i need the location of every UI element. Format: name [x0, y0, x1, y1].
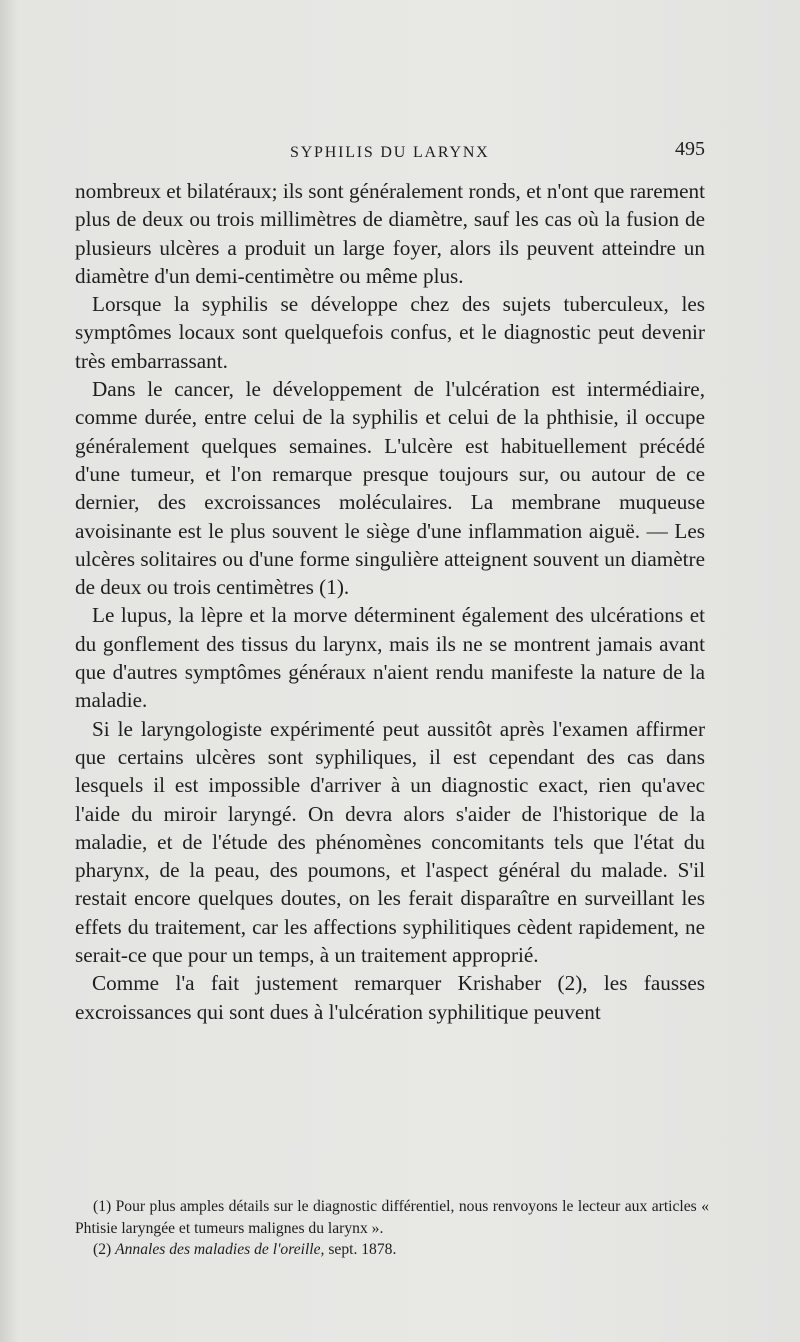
footnote-2-journal: Annales des maladies de l'oreille, — [115, 1241, 325, 1258]
footnote-2-date: sept. 1878. — [328, 1241, 397, 1258]
paragraph-krishaber: Comme l'a fait justement remarquer Krishaber (2), les fausses excroissances qui sont dues à l'ulcération syphilitique peuvent — [75, 971, 705, 1024]
footnote-2 — [75, 1239, 709, 1261]
paragraph-diagnosis: Si le laryngologiste expérimenté peut aussitôt après l'examen affirmer que certains ulcères sont syphiliques, il est cependant des cas dans lesquels il est impossible d'arriver à un diagnostic exact, rien qu'avec l'aide du miroir laryngé. On devra alors s'aider de l'historique de la maladie, et de l'étude des phénomènes concomitants tels que l'état du pharynx, de la peau, des poumons, et l'aspect général du malade. S'il restait encore quelques doutes, on les ferait disparaître en surveillant les effets du traitement, car les affections syphilitiques cèdent rapidement, ne serait-ce que pour un temps, à un traitement approprié. — [75, 716, 705, 968]
footnote-2-marker: (2) — [93, 1241, 112, 1258]
footnote-1: (1) Pour plus amples détails sur le diagnostic différentiel, nous renvoyons le lecteur aux articles « Phtisie laryngée et tumeurs malignes du larynx ». — [75, 1198, 709, 1237]
paragraph-cancer: Dans le cancer, le développement de l'ulcération est intermédiaire, comme durée, entre celui de la syphilis et celui de la phthisie, il occupe généralement quelques semaines. L'ulcère est habituellement précédé d'une tumeur, et l'on remarque presque toujours sur, ou autour de ce dernier, des excroissances moléculaires. La membrane muqueuse avoisinante est le plus souvent le siège d'une inflammation aiguë. — Les ulcères solitaires ou d'une forme singulière atteignent souvent un diamètre de deux ou trois centimètres (1). — [75, 377, 705, 600]
body-text — [75, 177, 705, 1026]
paragraph-continued: nombreux et bilatéraux; ils sont généralement ronds, et n'ont que rarement plus de deux ou trois millimètres de diamètre, sauf les cas où la fusion de plusieurs ulcères a produit un large foyer, alors ils peuvent atteindre un diamètre d'un demi-centimètre ou même plus. — [75, 179, 705, 288]
paragraph-syphilis-tuberculosis: Lorsque la syphilis se développe chez des sujets tuberculeux, les symptômes locaux sont quelquefois confus, et le diagnostic peut devenir très embarrassant. — [75, 292, 705, 373]
footnotes — [75, 1196, 709, 1261]
paragraph-lupus: Le lupus, la lèpre et la morve déterminent également des ulcérations et du gonflement des tissus du larynx, mais ils ne se montrent jamais avant que d'autres symptômes généraux n'aient rendu manifeste la nature de la maladie. — [75, 603, 705, 713]
page-number: 495 — [675, 138, 705, 160]
running-title: SYPHILIS DU LARYNX — [290, 144, 490, 161]
